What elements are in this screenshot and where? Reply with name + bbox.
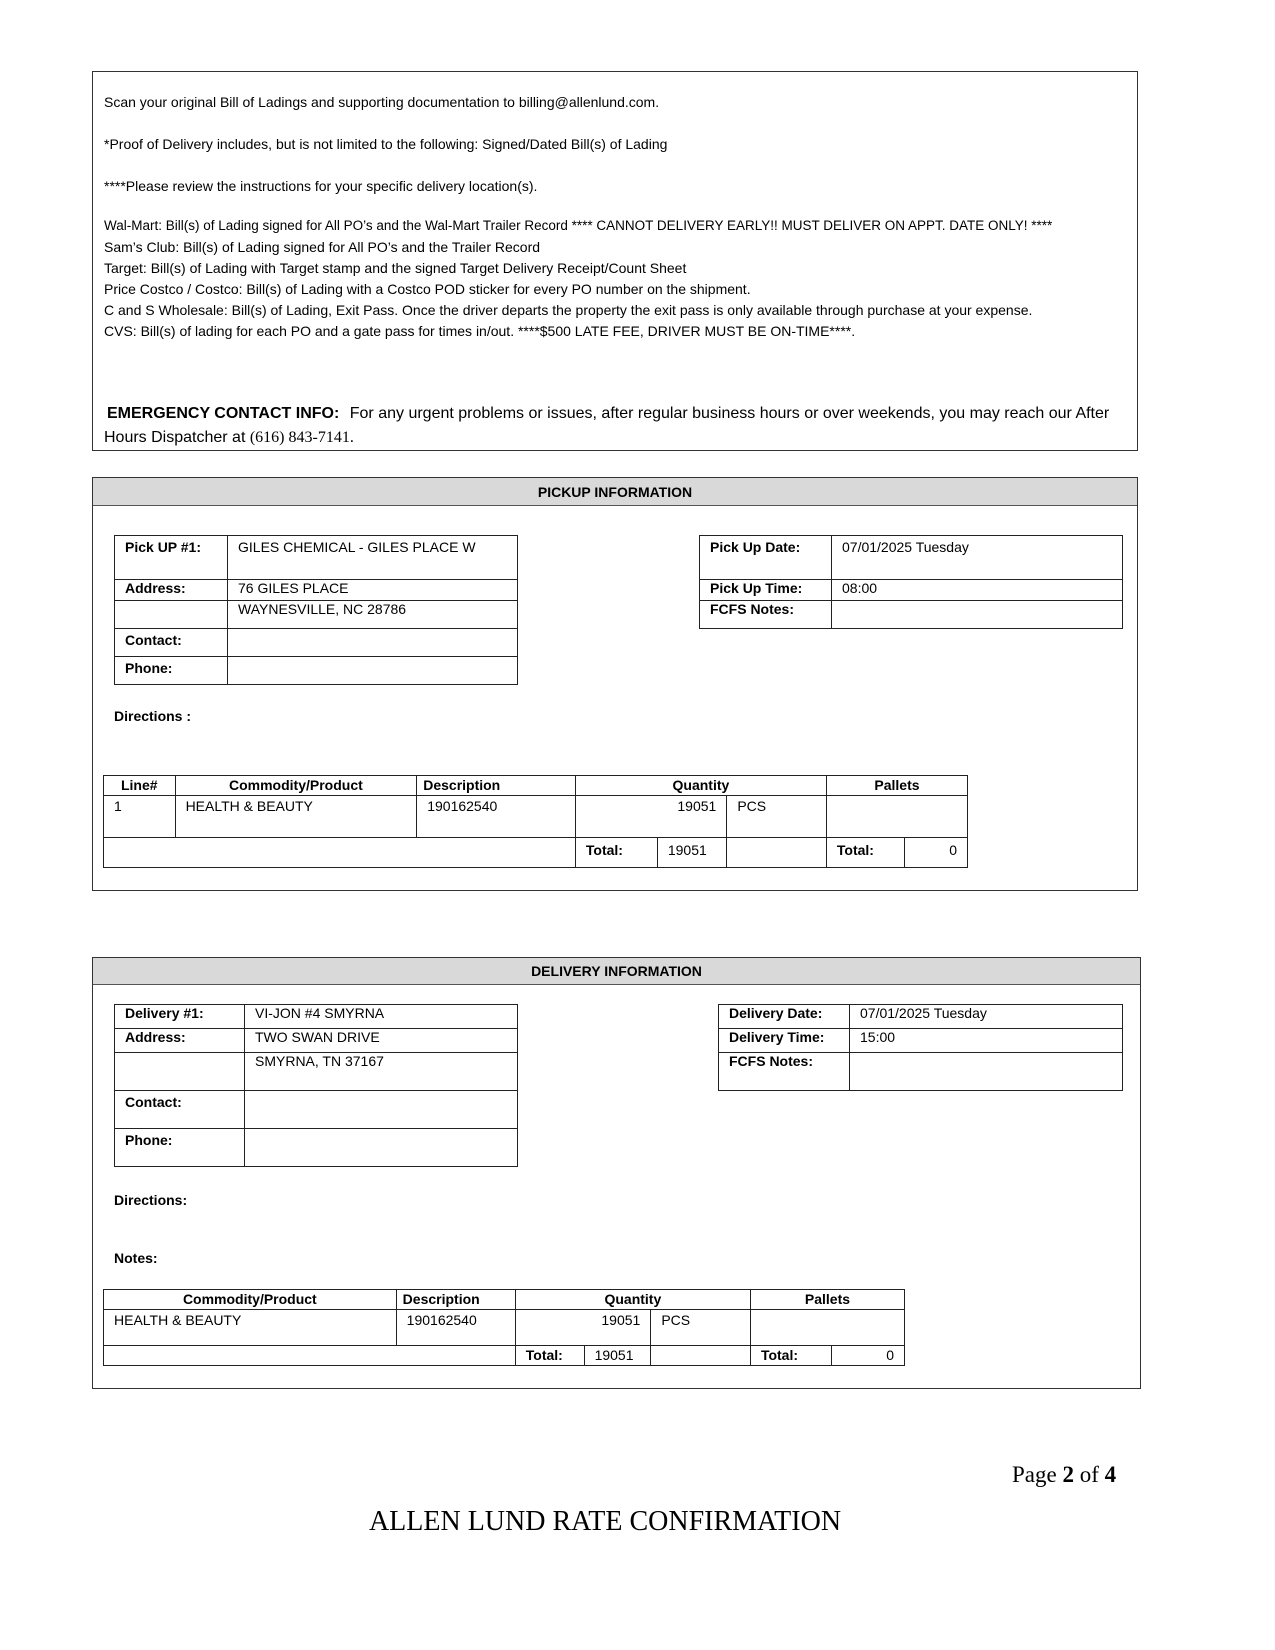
page-prefix: Page	[1012, 1462, 1057, 1487]
pickup-pallets-total-label: Total:	[826, 838, 904, 868]
emergency-text: For any urgent problems or issues, after regular business hours or over weekends, you may reach our After	[349, 405, 1110, 422]
emergency-line-1	[107, 405, 1109, 423]
pickup-total-label: Total:	[575, 838, 657, 868]
pickup-label: Pick UP #1:	[115, 536, 228, 580]
pickup-row-line: 1	[104, 796, 176, 838]
delivery-location-table	[114, 1004, 518, 1167]
pickup-name: GILES CHEMICAL - GILES PLACE W	[228, 536, 518, 580]
delivery-col-quantity: Quantity	[515, 1290, 750, 1310]
delivery-contact-label: Contact:	[115, 1091, 245, 1129]
pickup-row-quantity: 19051	[575, 796, 726, 838]
pickup-row-pallets	[826, 796, 967, 838]
pickup-time-label: Pick Up Time:	[700, 580, 832, 601]
pickup-col-quantity: Quantity	[575, 776, 826, 796]
delivery-phone-value	[245, 1129, 518, 1167]
delivery-total-spacer	[104, 1346, 516, 1366]
scan-instruction: Scan your original Bill of Ladings and supporting documentation to billing@allenlund.com.	[104, 94, 660, 110]
delivery-phone-label: Phone:	[115, 1129, 245, 1167]
pickup-fcfs-label: FCFS Notes:	[700, 601, 832, 629]
pickup-fcfs-value	[832, 601, 1123, 629]
delivery-address-2: SMYRNA, TN 37167	[245, 1053, 518, 1091]
pickup-total-quantity: 19051	[657, 838, 726, 868]
pickup-row-unit: PCS	[727, 796, 827, 838]
pickup-date-label: Pick Up Date:	[700, 536, 832, 580]
emergency-label: EMERGENCY CONTACT INFO:	[107, 405, 340, 422]
delivery-directions-label: Directions:	[114, 1192, 188, 1208]
pickup-address-blank	[115, 601, 228, 629]
cvs-instruction: CVS: Bill(s) of lading for each PO and a gate pass for times in/out. ****$500 LATE FEE, DRIVER MUST BE ON-TIME****.	[104, 323, 856, 339]
pickup-col-commodity: Commodity/Product	[175, 776, 417, 796]
pickup-total-pallets: 0	[904, 838, 967, 868]
delivery-row-description: 190162540	[396, 1310, 515, 1346]
walmart-instruction: Wal-Mart: Bill(s) of Lading signed for All PO’s and the Wal-Mart Trailer Record **** CANNOT DELIVERY EARLY!! MUST DELIVER ON APPT. DATE ONLY! ****	[104, 218, 1053, 233]
delivery-address-label: Address:	[115, 1029, 245, 1053]
delivery-total-pallets: 0	[832, 1346, 905, 1366]
delivery-total-unit-blank	[651, 1346, 751, 1366]
delivery-header: DELIVERY INFORMATION	[93, 958, 1140, 985]
delivery-commodity-table	[103, 1289, 905, 1366]
pickup-location-table	[114, 535, 518, 685]
delivery-name: VI-JON #4 SMYRNA	[245, 1005, 518, 1029]
costco-instruction: Price Costco / Costco: Bill(s) of Lading with a Costco POD sticker for every PO number on the shipment.	[104, 281, 751, 297]
pickup-contact-label: Contact:	[115, 629, 228, 657]
page-total: 4	[1104, 1462, 1117, 1487]
cands-instruction: C and S Wholesale: Bill(s) of Lading, Exit Pass. Once the driver departs the property the exit pass is only available through purchase at your expense.	[104, 302, 1033, 318]
document-title: ALLEN LUND RATE CONFIRMATION	[368, 1506, 842, 1537]
page-number	[1012, 1462, 1116, 1488]
delivery-row-unit: PCS	[651, 1310, 751, 1346]
delivery-address-1: TWO SWAN DRIVE	[245, 1029, 518, 1053]
pickup-header: PICKUP INFORMATION	[93, 478, 1137, 506]
delivery-time-label: Delivery Time:	[719, 1029, 850, 1053]
emergency-phone: (616) 843-7141.	[249, 429, 354, 446]
pickup-total-unit-blank	[727, 838, 827, 868]
delivery-date: 07/01/2025 Tuesday	[850, 1005, 1123, 1029]
delivery-schedule-table	[718, 1004, 1123, 1091]
delivery-fcfs-value	[850, 1053, 1123, 1091]
delivery-time: 15:00	[850, 1029, 1123, 1053]
pickup-schedule-table	[699, 535, 1123, 629]
pickup-time: 08:00	[832, 580, 1123, 601]
delivery-label: Delivery #1:	[115, 1005, 245, 1029]
page-of: of	[1079, 1462, 1099, 1487]
pickup-address-2: WAYNESVILLE, NC 28786	[228, 601, 518, 629]
delivery-col-commodity: Commodity/Product	[104, 1290, 397, 1310]
target-instruction: Target: Bill(s) of Lading with Target stamp and the signed Target Delivery Receipt/Count Sheet	[104, 260, 687, 276]
delivery-row-pallets	[750, 1310, 904, 1346]
delivery-row-commodity: HEALTH & BEAUTY	[104, 1310, 397, 1346]
sams-instruction: Sam’s Club: Bill(s) of Lading signed for All PO’s and the Trailer Record	[104, 239, 541, 255]
pickup-directions-label: Directions :	[114, 708, 192, 724]
delivery-total-label: Total:	[515, 1346, 584, 1366]
pickup-phone-value	[228, 657, 518, 685]
pickup-commodity-table	[103, 775, 968, 868]
delivery-date-label: Delivery Date:	[719, 1005, 850, 1029]
delivery-row-quantity: 19051	[515, 1310, 651, 1346]
pickup-address-1: 76 GILES PLACE	[228, 580, 518, 601]
pickup-contact-value	[228, 629, 518, 657]
review-instruction: ****Please review the instructions for your specific delivery location(s).	[104, 178, 538, 194]
delivery-total-quantity: 19051	[584, 1346, 651, 1366]
pickup-col-pallets: Pallets	[826, 776, 967, 796]
pickup-row-commodity: HEALTH & BEAUTY	[175, 796, 417, 838]
delivery-contact-value	[245, 1091, 518, 1129]
emergency-line-2	[104, 429, 354, 447]
pickup-date: 07/01/2025 Tuesday	[832, 536, 1123, 580]
delivery-col-pallets: Pallets	[750, 1290, 904, 1310]
pickup-address-label: Address:	[115, 580, 228, 601]
delivery-notes-label: Notes:	[114, 1250, 158, 1266]
pickup-row-description: 190162540	[417, 796, 576, 838]
pickup-col-description: Description	[417, 776, 576, 796]
emergency-text-2: Hours Dispatcher at	[104, 429, 246, 446]
page-current: 2	[1062, 1462, 1074, 1487]
pod-instruction: *Proof of Delivery includes, but is not limited to the following: Signed/Dated Bill(s) of Lading	[104, 136, 668, 152]
pickup-col-line: Line#	[104, 776, 176, 796]
pickup-total-spacer	[104, 838, 576, 868]
delivery-address-blank	[115, 1053, 245, 1091]
delivery-col-description: Description	[396, 1290, 515, 1310]
delivery-fcfs-label: FCFS Notes:	[719, 1053, 850, 1091]
delivery-pallets-total-label: Total:	[750, 1346, 831, 1366]
pickup-phone-label: Phone:	[115, 657, 228, 685]
